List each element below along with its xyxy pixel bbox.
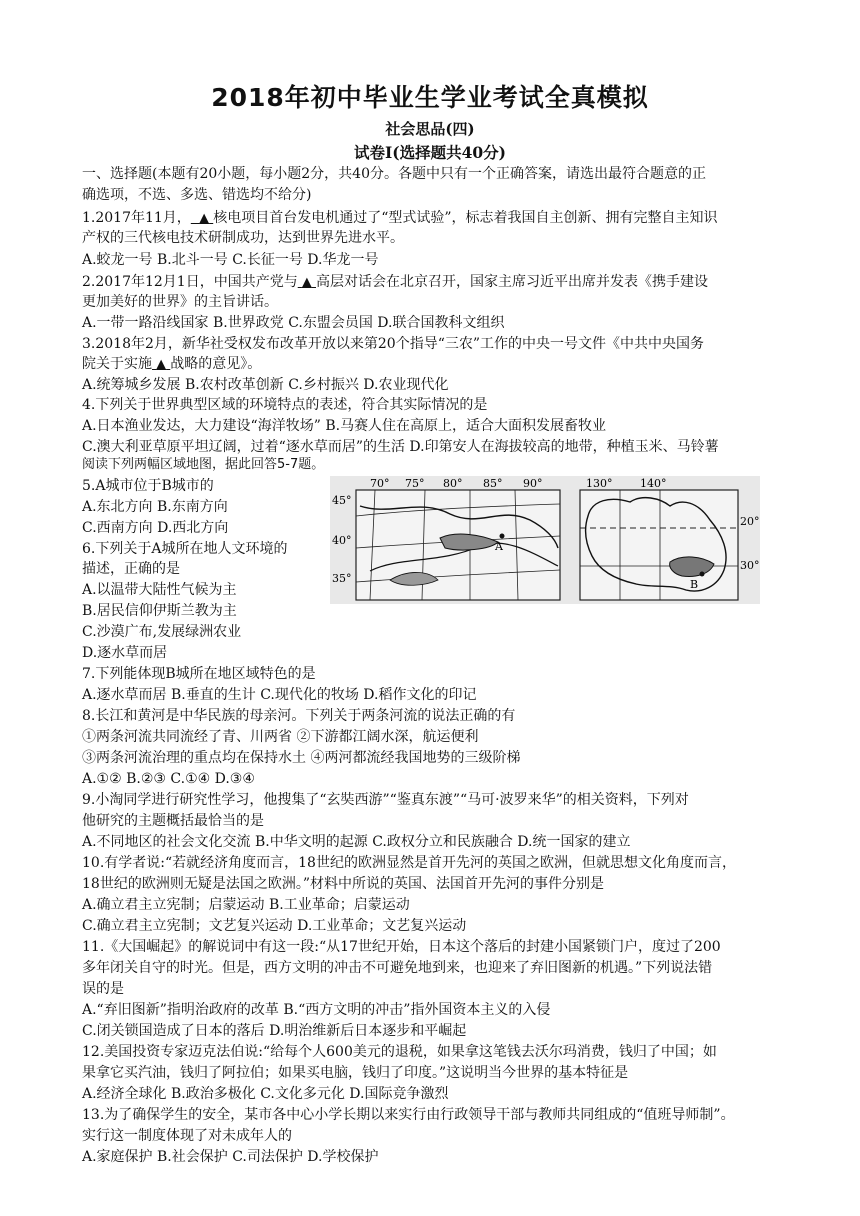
- question-6-option-d: D.逐水草而居: [82, 645, 168, 661]
- question-6-stem: 6.下列关于A城所在地人文环境的: [82, 541, 288, 557]
- question-11-stem-end: 误的是: [82, 981, 124, 997]
- question-13-options: A.家庭保护 B.社会保护 C.司法保护 D.学校保护: [82, 1149, 379, 1165]
- paper-title: 试卷Ⅰ(选择题共40分): [354, 143, 506, 162]
- question-11-stem: 11.《大国崛起》的解说词中有这一段:“从17世纪开始，日本这个落后的封建小国紧锁门户，度过了200: [82, 939, 721, 955]
- left-map-city-label: A: [495, 540, 503, 553]
- blank-mark: ▲: [156, 357, 167, 372]
- left-map-lat-1: 40°: [332, 534, 352, 547]
- right-map-lat-0: 20°: [740, 515, 760, 528]
- page-title: 2018年初中毕业生学业考试全真模拟: [211, 83, 649, 112]
- question-12-stem-cont: 果拿它买汽油，钱归了阿拉伯；如果买电脑，钱归了印度。”这说明当今世界的基本特征是: [82, 1065, 629, 1081]
- question-3-options: A.统筹城乡发展 B.农村改革创新 C.乡村振兴 D.农业现代化: [82, 377, 449, 393]
- q3-text-b: 院关于实施: [82, 356, 152, 372]
- question-1-stem-cont: 产权的三代核电技术研制成功，达到世界先进水平。: [82, 230, 404, 246]
- right-map: [580, 477, 760, 600]
- question-1-options: A.蛟龙一号 B.北斗一号 C.长征一号 D.华龙一号: [82, 252, 379, 268]
- map-figures: [330, 476, 760, 604]
- right-map-lon-0: 130°: [586, 477, 613, 490]
- q2-text-b: 高层对话会在北京召开，国家主席习近平出席并发表《携手建设: [316, 274, 708, 290]
- question-2-stem: [82, 272, 708, 293]
- question-7-stem: 7.下列能体现B城所在地区域特色的是: [82, 666, 316, 682]
- q1-text-b: 核电项目首台发电机通过了“型式试验”，标志着我国自主创新、拥有完整自主知识: [213, 210, 718, 226]
- right-map-lon-1: 140°: [640, 477, 667, 490]
- question-11-stem-cont: 多年闭关自守的时光。但是，西方文明的冲击不可避免地到来，也迎来了弃旧图新的机遇。”下列说法错: [82, 960, 713, 976]
- question-8-items-12: ①两条河流共同流经了青、川两省 ②下游都江阔水深，航运便利: [82, 729, 479, 745]
- question-6-option-a: A.以温带大陆性气候为主: [82, 582, 237, 598]
- section-instructions: 一、选择题(本题有20小题，每小题2分，共40分。各题中只有一个正确答案，请选出最符合题意的正: [82, 166, 706, 182]
- question-12-stem: 12.美国投资专家迈克法伯说:“给每个人600美元的退税，如果拿这笔钱去沃尔玛消费，钱归了中国；如: [82, 1044, 717, 1060]
- blank-mark: ▲: [199, 211, 210, 226]
- left-map-lon-4: 90°: [523, 477, 543, 490]
- question-5-options-ab: A.东北方向 B.东南方向: [82, 499, 228, 515]
- question-6-stem-cont: 描述，正确的是: [82, 561, 180, 577]
- subject-title: 社会思品(四): [385, 120, 475, 138]
- left-map-lon-2: 80°: [443, 477, 463, 490]
- question-9-stem: 9.小淘同学进行研究性学习，他搜集了“玄奘西游”“鉴真东渡”“马可·波罗来华”的相关资料，下列对: [82, 792, 689, 808]
- region-maps: [330, 476, 760, 604]
- q3-text-c: 战略的意见》。: [170, 356, 262, 372]
- right-map-lat-1: 30°: [740, 559, 760, 572]
- left-map: [332, 477, 560, 600]
- question-6-option-b: B.居民信仰伊斯兰教为主: [82, 603, 237, 619]
- question-8-items-34: ③两条河流治理的重点均在保持水土 ④两河都流经我国地势的三级阶梯: [82, 750, 521, 766]
- left-map-lon-0: 70°: [370, 477, 390, 490]
- question-2-stem-cont: 更加美好的世界》的主旨讲话。: [82, 294, 278, 310]
- question-4-stem: 4.下列关于世界典型区域的环境特点的表述，符合其实际情况的是: [82, 397, 488, 413]
- left-map-lon-3: 85°: [483, 477, 503, 490]
- q1-text-a: 1.2017年11月，: [82, 210, 191, 226]
- left-map-lat-2: 35°: [332, 572, 352, 585]
- left-map-lat-0: 45°: [332, 494, 352, 507]
- question-11-options-cd: C.闭关锁国造成了日本的落后 D.明治维新后日本逐步和平崛起: [82, 1023, 467, 1039]
- q2-text-a: 2.2017年12月1日，中国共产党与: [82, 274, 298, 290]
- question-3-stem-cont: [82, 354, 261, 375]
- question-8-options: A.①② B.②③ C.①④ D.③④: [82, 771, 255, 787]
- question-1-stem: [82, 208, 718, 229]
- blank-mark: ▲: [301, 275, 312, 290]
- question-5-stem: 5.A城市位于B城市的: [82, 478, 214, 494]
- question-4-options-cd: C.澳大利亚草原平坦辽阔，过着“逐水草而居”的生活 D.印第安人在海拔较高的地带，种植玉米、马铃薯: [82, 439, 719, 455]
- question-10-options-ab: A.确立君主立宪制；启蒙运动 B.工业革命；启蒙运动: [82, 897, 410, 913]
- question-12-options: A.经济全球化 B.政治多极化 C.文化多元化 D.国际竞争激烈: [82, 1086, 449, 1102]
- question-8-stem: 8.长江和黄河是中华民族的母亲河。下列关于两条河流的说法正确的有: [82, 708, 516, 724]
- right-map-city-label: B: [690, 578, 699, 591]
- question-13-stem-cont: 实行这一制度体现了对未成年人的: [82, 1128, 292, 1144]
- question-6-option-c: C.沙漠广布,发展绿洲农业: [82, 624, 242, 640]
- question-9-stem-cont: 他研究的主题概括最恰当的是: [82, 813, 264, 829]
- section-instructions-cont: 确选项，不选、多选、错选均不给分): [82, 187, 312, 203]
- question-5-options-cd: C.西南方向 D.西北方向: [82, 520, 229, 536]
- question-10-stem: 10.有学者说:“若就经济角度而言，18世纪的欧洲显然是首开先河的英国之欧洲，但就思想文化角度而言，: [82, 855, 736, 871]
- left-map-lon-1: 75°: [405, 477, 425, 490]
- question-10-stem-cont: 18世纪的欧洲则无疑是法国之欧洲。”材料中所说的英国、法国首开先河的事件分别是: [82, 876, 604, 892]
- question-4-options-ab: A.日本渔业发达，大力建设“海洋牧场” B.马赛人住在高原上，适合大面积发展畜牧业: [82, 418, 607, 434]
- map-intro: 阅读下列两幅区域地图，据此回答5-7题。: [82, 457, 325, 472]
- question-10-options-cd: C.确立君主立宪制；文艺复兴运动 D.工业革命；文艺复兴运动: [82, 918, 467, 934]
- question-9-options: A.不同地区的社会文化交流 B.中华文明的起源 C.政权分立和民族融合 D.统一国家的建立: [82, 834, 631, 850]
- question-7-options: A.逐水草而居 B.垂直的生计 C.现代化的牧场 D.稻作文化的印记: [82, 687, 477, 703]
- question-3-stem: 3.2018年2月，新华社受权发布改革开放以来第20个指导“三农”工作的中央一号文件《中共中央国务: [82, 336, 705, 352]
- question-2-options: A.一带一路沿线国家 B.世界政党 C.东盟会员国 D.联合国教科文组织: [82, 315, 505, 331]
- question-11-options-ab: A.“弃旧图新”指明治政府的改革 B.“西方文明的冲击”指外国资本主义的入侵: [82, 1002, 551, 1018]
- question-13-stem: 13.为了确保学生的安全，某市各中心小学长期以来实行由行政领导干部与教师共同组成的“值班导师制”。: [82, 1107, 735, 1123]
